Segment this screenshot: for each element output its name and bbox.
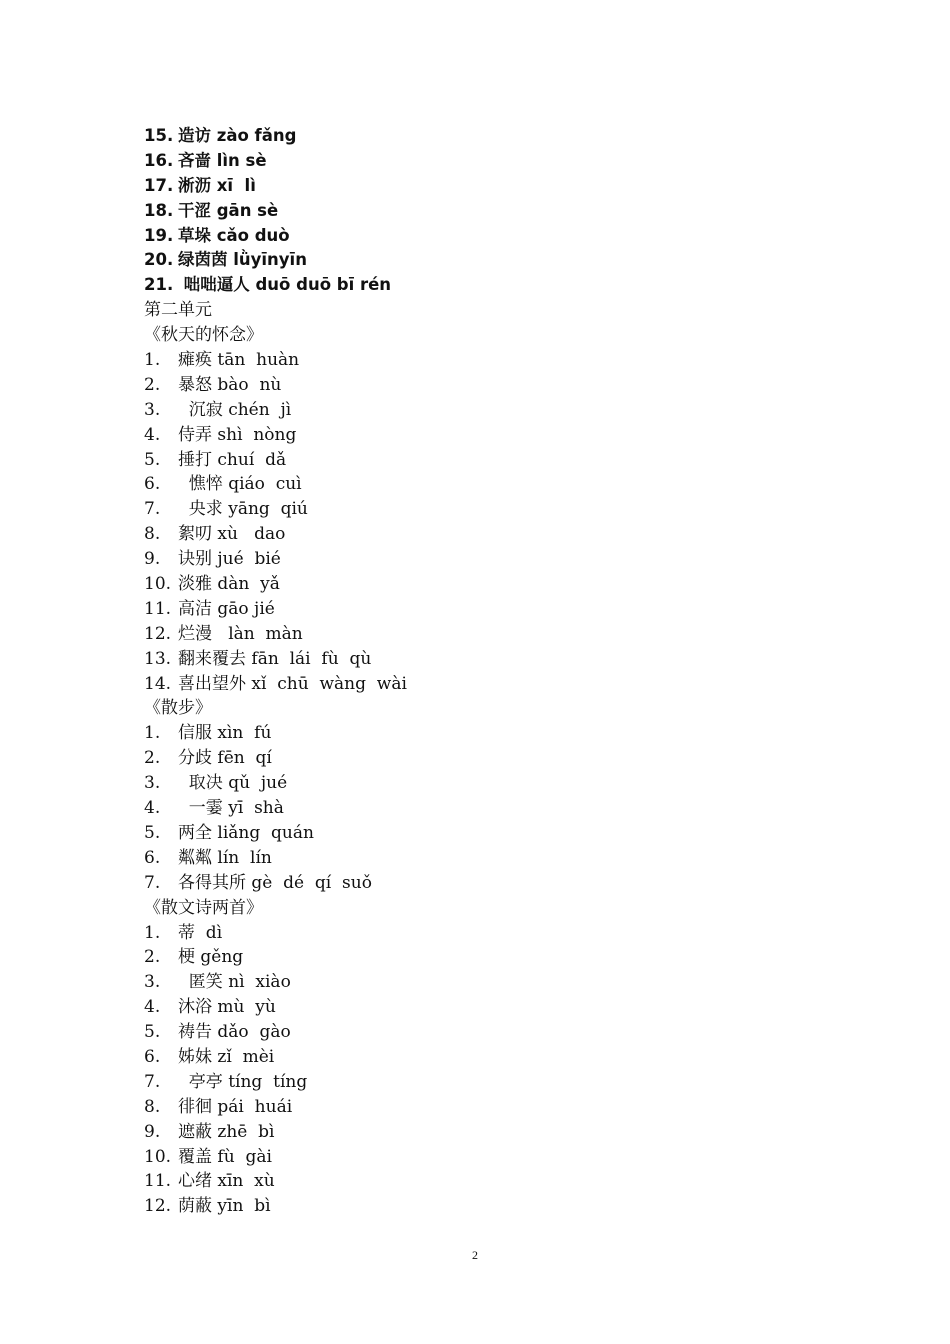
list-item: 14. 喜出望外 xǐ chū wàng wài <box>144 673 407 694</box>
list-item: 7. 各得其所 gè dé qí suǒ <box>144 872 372 893</box>
list-item: 7. 亭亭 tíng tíng <box>144 1071 308 1092</box>
list-item: 2. 梗 gěng <box>144 947 244 968</box>
list-item: 12. 烂漫 làn màn <box>144 623 303 644</box>
list-item: 4. 侍弄 shì nòng <box>144 424 297 445</box>
unit-title: 第二单元 <box>144 300 212 321</box>
list-item: 10. 淡雅 dàn yǎ <box>144 574 280 595</box>
lesson-walk <box>144 696 844 895</box>
list-item: 13. 翻来覆去 fān lái fù qù <box>144 648 372 669</box>
list-item: 15. 造访 zào fǎng <box>144 126 297 145</box>
lesson-title: 《散文诗两首》 <box>144 897 263 918</box>
list-item: 3. 取决 qǔ jué <box>144 773 288 794</box>
list-item: 5. 捶打 chuí dǎ <box>144 449 287 470</box>
list-item: 5. 两全 liǎng quán <box>144 822 314 843</box>
lesson-title: 《散步》 <box>144 698 212 719</box>
lesson-prose-poems <box>144 896 844 1220</box>
list-item: 4. 一霎 yī shà <box>144 798 284 819</box>
unit1-tail-list <box>144 124 844 298</box>
list-item: 12. 荫蔽 yīn bì <box>144 1196 271 1217</box>
list-item: 4. 沐浴 mù yù <box>144 997 276 1018</box>
list-item: 7. 央求 yāng qiú <box>144 499 308 520</box>
page-number: 2 <box>472 1248 478 1262</box>
list-item: 6. 姊妹 zǐ mèi <box>144 1046 275 1067</box>
list-item: 21. 咄咄逼人 duō duō bī rén <box>144 275 392 295</box>
list-item: 2. 分歧 fēn qí <box>144 748 272 769</box>
list-item: 20. 绿茵茵 lǜyīnyīn <box>144 250 307 270</box>
list-item: 17. 淅沥 xī lì <box>144 175 256 195</box>
list-item: 11. 心绪 xīn xù <box>144 1171 275 1192</box>
list-item: 5. 祷告 dǎo gào <box>144 1022 291 1043</box>
lesson-autumn <box>144 323 844 696</box>
list-item: 8. 絮叨 xù dao <box>144 524 286 545</box>
list-item: 6. 粼粼 lín lín <box>144 847 272 868</box>
list-item: 3. 沉寂 chén jì <box>144 399 292 420</box>
list-item: 18. 干涩 gān sè <box>144 200 279 220</box>
list-item: 19. 草垛 cǎo duò <box>144 225 290 245</box>
list-item: 11. 高洁 gāo jié <box>144 598 275 619</box>
lesson-title: 《秋天的怀念》 <box>144 325 263 346</box>
list-item: 1. 瘫痪 tān huàn <box>144 350 300 371</box>
vocabulary-list <box>144 124 844 1219</box>
list-item: 1. 信服 xìn fú <box>144 723 272 744</box>
list-item: 8. 徘徊 pái huái <box>144 1096 293 1117</box>
list-item: 10. 覆盖 fù gài <box>144 1146 272 1167</box>
list-item: 9. 诀别 jué bié <box>144 549 281 570</box>
list-item: 9. 遮蔽 zhē bì <box>144 1121 275 1142</box>
list-item: 16. 吝啬 lìn sè <box>144 150 267 170</box>
list-item: 2. 暴怒 bào nù <box>144 374 282 395</box>
list-item: 1. 蒂 dì <box>144 922 223 943</box>
list-item: 6. 憔悴 qiáo cuì <box>144 474 302 495</box>
list-item: 3. 匿笑 nì xiào <box>144 972 291 993</box>
